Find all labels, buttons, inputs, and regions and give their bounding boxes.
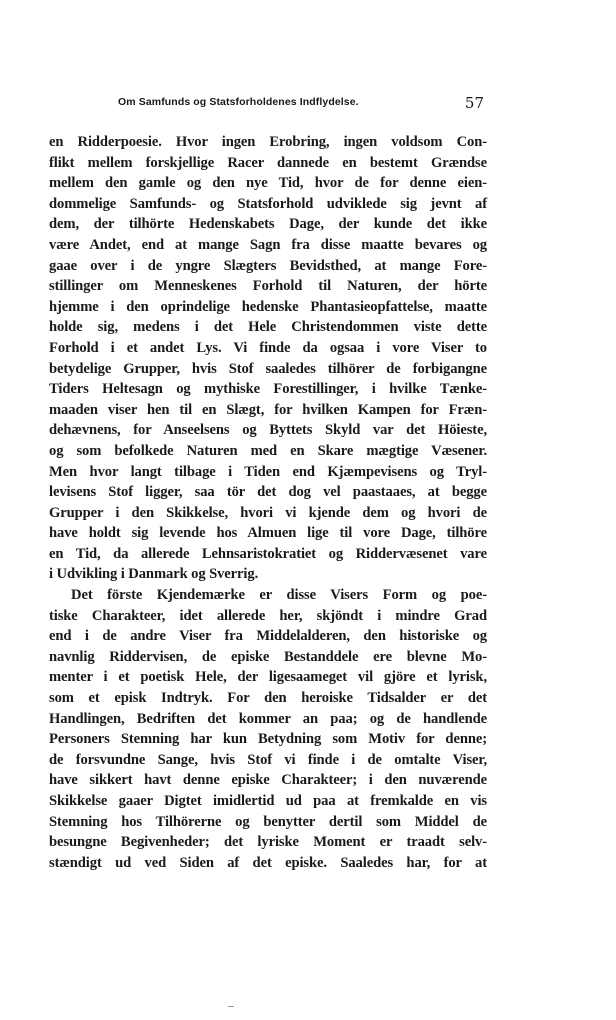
text-line: i Udvikling i Danmark og Sverrig. xyxy=(49,566,259,583)
text-line: Tiders Heltesagn og mythiske Forestillinger, i hvilke Tænke- xyxy=(49,381,487,398)
text-line: tiske Charakteer, idet allerede her, skjöndt i mindre Grad xyxy=(49,607,487,624)
text-line: dehævnens, for Anseelsens og Byttets Skyld var det Höieste, xyxy=(49,422,487,439)
text-line: Men hvor langt tilbage i Tiden end Kjæmpevisens og Tryl- xyxy=(49,463,487,480)
body-text xyxy=(49,132,487,873)
text-line: flikt mellem forskjellige Racer dannede en bestemt Grændse xyxy=(49,154,487,171)
text-line: Handlingen, Bedriften det kommer an paa; og de handlende xyxy=(49,710,487,727)
text-line: hjemme i den oprindelige hedenske Phantasieopfattelse, maatte xyxy=(49,298,487,315)
text-line: holde sig, medens i det Hele Christendommen viste dette xyxy=(49,319,487,336)
running-title: Om Samfunds og Statsforholdenes Indflydelse. xyxy=(118,96,359,108)
text-line: gaae over i de yngre Slægters Bevidsthed, at mange Fore- xyxy=(49,257,487,274)
text-line: de forsvundne Sange, hvis Stof vi finde i de omtalte Viser, xyxy=(49,751,487,768)
text-line: Forhold i et andet Lys. Vi finde da ogsaa i vore Viser to xyxy=(49,339,487,356)
text-line: maaden viser hen til en Slægt, for hvilken Kampen for Fræn- xyxy=(49,401,487,418)
text-line: en Ridderpoesie. Hvor ingen Erobring, ingen voldsom Con- xyxy=(49,134,487,150)
text-line: menter i et poetisk Hele, der ligesaameget vil gjöre et lyrisk, xyxy=(49,669,487,686)
text-line: besungne Begivenheder; det lyriske Moment er traadt selv- xyxy=(49,834,487,851)
text-line: dem, der tilhörte Hedenskabets Dage, der kunde det ikke xyxy=(49,216,487,233)
text-line: mellem den gamle og den nye Tid, hvor de for denne eien- xyxy=(49,175,487,192)
text-line: end i de andre Viser fra Middelalderen, den historiske og xyxy=(49,628,487,645)
text-line: Personers Stemning har kun Betydning som Motiv for denne; xyxy=(49,731,487,748)
page-number: 57 xyxy=(464,94,484,112)
running-header xyxy=(106,94,484,112)
text-line: som et episk Indtryk. For den heroiske Tidsalder er det xyxy=(49,690,487,707)
text-line: have sikkert havt denne episke Charakteer; i den nuværende xyxy=(49,772,487,789)
text-line: have holdt sig levende hos Almuen lige til vore Dage, tilhöre xyxy=(49,525,487,542)
text-line: og som befolkede Naturen med en Skare mægtige Væsener. xyxy=(49,442,487,459)
text-line: Stemning hos Tilhörerne og benytter dertil som Middel de xyxy=(49,813,487,830)
text-line: stændigt ud ved Siden af det episke. Saaledes har, for at xyxy=(49,854,487,871)
text-line: en Tid, da allerede Lehnsaristokratiet og Riddervæsenet vare xyxy=(49,545,487,562)
text-line: navnlig Riddervisen, de episke Bestanddele ere blevne Mo- xyxy=(49,648,487,665)
text-line: stillinger om Menneskenes Forhold til Naturen, der hörte xyxy=(49,278,487,295)
text-line: være Andet, end at mange Sagn fra disse maatte bevares og xyxy=(49,236,487,253)
print-speck xyxy=(228,1006,234,1007)
text-line: dommelige Samfunds- og Statsforhold udviklede sig jevnt af xyxy=(49,195,487,212)
text-line: levisens Stof ligger, saa tör det dog vel paastaaes, at begge xyxy=(49,484,487,501)
text-line: Skikkelse gaaer Digtet imidlertid ud paa at fremkalde en vis xyxy=(49,793,487,809)
text-line: Det förste Kjendemærke er disse Visers Form og poe- xyxy=(71,587,487,604)
text-line: Grupper i den Skikkelse, hvori vi kjende dem og hvori de xyxy=(49,504,487,521)
text-line: betydelige Grupper, hvis Stof saaledes tilhörer de forbigangne xyxy=(49,360,487,377)
